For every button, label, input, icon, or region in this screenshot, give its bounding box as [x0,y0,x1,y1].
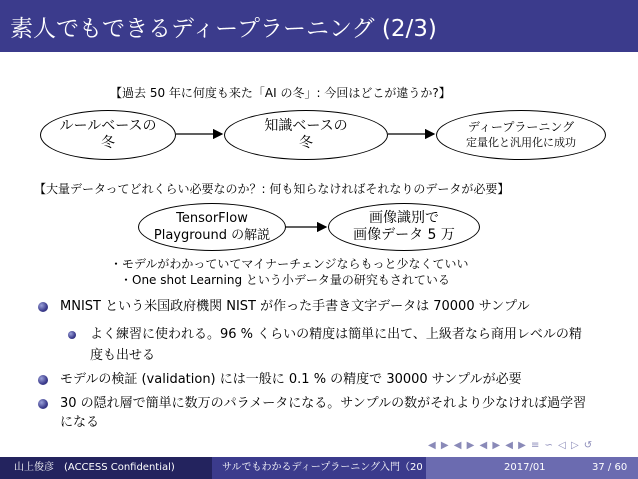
note-minor-change: ・モデルがわかっていてマイナーチェンジならもっと少なくていい [110,257,469,271]
node-tensorflow-playground [138,203,286,251]
bullet-marker [38,375,48,385]
bullet-marker [38,399,48,409]
footer-page-number: 37 / 60 [592,462,628,473]
node-image-recognition [328,203,480,251]
footer-author: 山上俊彦 (ACCESS Confidential) [0,457,212,479]
node-rule-line2: 冬 [101,135,115,151]
footer [0,457,638,479]
node-tf-line1: TensorFlow [176,211,248,226]
bullet-marker [38,302,48,312]
node-rule-line1: ルールベースの [59,118,157,134]
bullet-hidden-layers-cont: になる [60,415,100,430]
node-tf-line2: Playground の解説 [153,228,271,243]
sub-bullet-marker [68,331,76,339]
sub-bullet-practice: よく練習に使われる。96 % くらいの精度は簡単に出て、上級者なら商用レベルの精 [90,327,582,342]
footer-right [426,457,638,479]
note-one-shot: ・One shot Learning という小データ量の研究もされている [120,273,450,287]
slide-title: 素人でもできるディープラーニング (2/3) [10,16,437,42]
node-knowledge-line1: 知識ベースの [264,118,348,134]
data-caption: 【大量データってどれくらい必要なのか？: 何も知らなければそれなりのデータが必要】 [34,182,510,196]
beamer-navigation[interactable]: ◀ ▶ ◀ ▶ ◀ ▶ ◀ ▶ ≡ ∽ ◁ ▷ ↺ [428,440,594,451]
history-caption: 【過去 50 年に何度も来た「AI の冬」: 今回はどこが違うか?】 [110,86,451,100]
node-deep-line1: ディープラーニング [467,120,575,134]
node-rule-based-winter [40,110,176,160]
sub-bullet-practice-cont: 度も出せる [90,348,156,363]
node-knowledge-line2: 冬 [299,135,313,151]
footer-date: 2017/01 [504,462,546,473]
node-deep-line2: 定量化と汎用化に成功 [466,136,576,149]
node-img-line1: 画像識別で [369,210,439,226]
bullet-mnist: MNIST という米国政府機関 NIST が作った手書き文字データは 70000 サンプル [60,299,530,314]
node-img-line2: 画像データ 5 万 [353,227,455,243]
node-deep-learning [436,110,606,160]
bullet-validation: モデルの検証 (validation) には一般に 0.1 % の精度で 30000 サンプルが必要 [60,372,522,387]
footer-talk-title: サルでもわかるディープラーニング入門（20 [212,457,426,479]
bullet-hidden-layers: 30 の隠れ層で簡単に数万のパラメータになる。サンプルの数がそれより少なければ過学習 [60,396,587,411]
node-knowledge-based-winter [224,110,388,160]
